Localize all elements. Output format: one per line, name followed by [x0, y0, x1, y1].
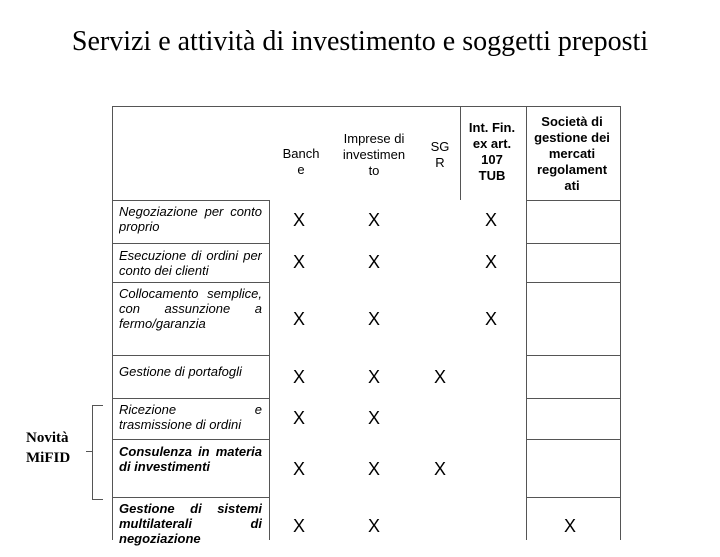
x-mark: X: [433, 459, 446, 479]
x-mark: X: [367, 367, 380, 387]
column-header: Società di gestione dei mercati regolament ati: [534, 114, 610, 193]
row-label: Gestione di sistemi multilaterali di negoziazione: [119, 501, 262, 546]
page-title: Servizi e attività di investimento e soggetti preposti: [71, 26, 649, 57]
x-mark: X: [563, 516, 576, 536]
x-mark: X: [367, 408, 380, 428]
row-divider: [526, 439, 620, 440]
x-mark: X: [484, 309, 497, 329]
column-divider: [460, 106, 461, 200]
row-divider: [526, 243, 620, 244]
table-left-border: [112, 106, 113, 540]
row-label: Collocamento semplice, con assunzione a fermo/garanzia: [119, 286, 262, 331]
x-mark: X: [367, 459, 380, 479]
column-header: Imprese di investimen to: [342, 131, 406, 178]
x-mark: X: [484, 210, 497, 230]
row-label: Esecuzione di ordini per conto dei clienti: [119, 248, 262, 278]
column-header: SG R: [430, 139, 450, 170]
row-label: Gestione di portafogli: [119, 364, 242, 379]
row-label: Consulenza in materia di investimenti: [119, 444, 262, 474]
table-top-border: [112, 106, 620, 107]
x-mark: X: [292, 210, 305, 230]
row-divider: [112, 200, 269, 201]
row-divider: [526, 282, 620, 283]
row-label: Ricezione e trasmissione di ordini: [119, 402, 262, 432]
x-mark: X: [367, 252, 380, 272]
column-header: Int. Fin. ex art. 107 TUB: [468, 120, 516, 183]
x-mark: X: [292, 459, 305, 479]
row-divider: [112, 243, 269, 244]
x-mark: X: [367, 309, 380, 329]
x-mark: X: [433, 367, 446, 387]
x-mark: X: [292, 408, 305, 428]
x-mark: X: [367, 210, 380, 230]
row-divider: [112, 355, 269, 356]
row-label: Negoziazione per conto proprio: [119, 204, 262, 234]
row-divider: [526, 398, 620, 399]
x-mark: X: [292, 309, 305, 329]
novita-bracket: [92, 405, 103, 500]
column-divider: [269, 200, 270, 540]
table-right-border: [620, 106, 621, 540]
x-mark: X: [484, 252, 497, 272]
row-divider: [526, 355, 620, 356]
x-mark: X: [292, 516, 305, 536]
row-divider: [526, 497, 620, 498]
row-divider: [526, 200, 620, 201]
x-mark: X: [367, 516, 380, 536]
x-mark: X: [292, 367, 305, 387]
novita-mifid-label: Novità MiFID: [26, 430, 71, 466]
column-header: Banch e: [282, 146, 320, 177]
row-divider: [112, 439, 269, 440]
x-mark: X: [292, 252, 305, 272]
